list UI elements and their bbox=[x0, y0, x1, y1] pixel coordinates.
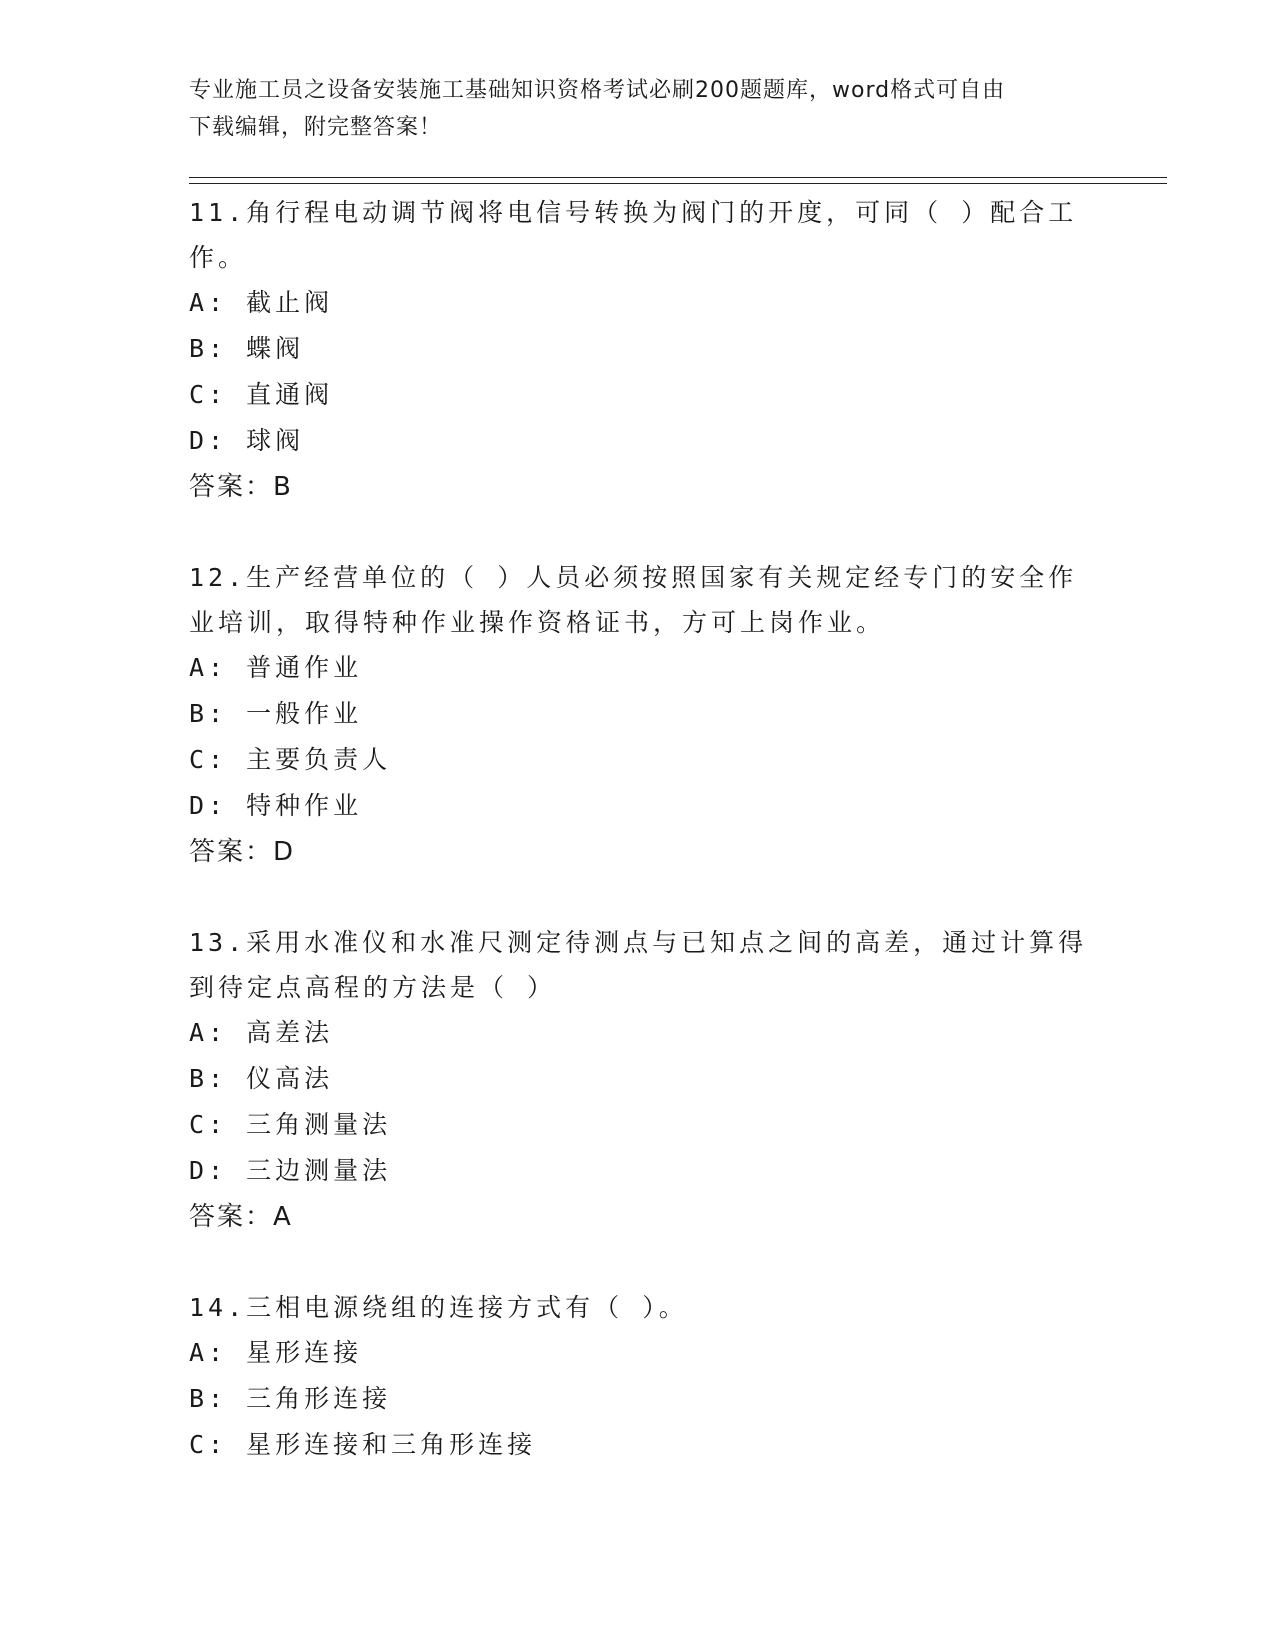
question-text: 12.生产经营单位的（ ）人员必须按照国家有关规定经专门的安全作 bbox=[189, 563, 1078, 592]
question-13 bbox=[189, 920, 1089, 1240]
question-text-continued: 作。 bbox=[189, 243, 248, 272]
option-b: B: 一般作业 bbox=[189, 699, 363, 728]
option-a: A: 高差法 bbox=[189, 1018, 334, 1047]
option-a: A: 截止阀 bbox=[189, 288, 334, 317]
document-header bbox=[189, 72, 1079, 146]
option-b: B: 蝶阀 bbox=[189, 334, 305, 363]
answer: 答案：B bbox=[189, 472, 293, 502]
option-a: A: 星形连接 bbox=[189, 1338, 363, 1367]
option-c: C: 三角测量法 bbox=[189, 1110, 392, 1139]
answer: 答案：A bbox=[189, 1202, 293, 1232]
question-text: 11.角行程电动调节阀将电信号转换为阀门的开度，可同（ ）配合工 bbox=[189, 198, 1078, 227]
question-text-continued: 业培训，取得特种作业操作资格证书，方可上岗作业。 bbox=[189, 608, 886, 637]
header-divider-bottom bbox=[189, 183, 1167, 184]
option-d: D: 特种作业 bbox=[189, 791, 363, 820]
option-a: A: 普通作业 bbox=[189, 653, 363, 682]
question-11 bbox=[189, 190, 1089, 510]
header-line-2: 下载编辑，附完整答案！ bbox=[189, 115, 443, 140]
question-text: 14.三相电源绕组的连接方式有（ ）。 bbox=[189, 1293, 688, 1322]
answer: 答案：D bbox=[189, 837, 296, 867]
question-list bbox=[189, 190, 1089, 1513]
question-14 bbox=[189, 1285, 1089, 1468]
option-d: D: 球阀 bbox=[189, 426, 305, 455]
option-d: D: 三边测量法 bbox=[189, 1156, 392, 1185]
option-c: C: 主要负责人 bbox=[189, 745, 392, 774]
option-c: C: 星形连接和三角形连接 bbox=[189, 1430, 537, 1459]
option-b: B: 仪高法 bbox=[189, 1064, 334, 1093]
question-12 bbox=[189, 555, 1089, 875]
question-text: 13.采用水准仪和水准尺测定待测点与已知点之间的高差，通过计算得 bbox=[189, 928, 1088, 957]
header-line-1: 专业施工员之设备安装施工基础知识资格考试必刷200题题库，word格式可自由 bbox=[189, 78, 1006, 103]
option-c: C: 直通阀 bbox=[189, 380, 334, 409]
question-text-continued: 到待定点高程的方法是（ ） bbox=[189, 973, 557, 1002]
header-divider-top bbox=[189, 177, 1167, 178]
option-b: B: 三角形连接 bbox=[189, 1384, 392, 1413]
